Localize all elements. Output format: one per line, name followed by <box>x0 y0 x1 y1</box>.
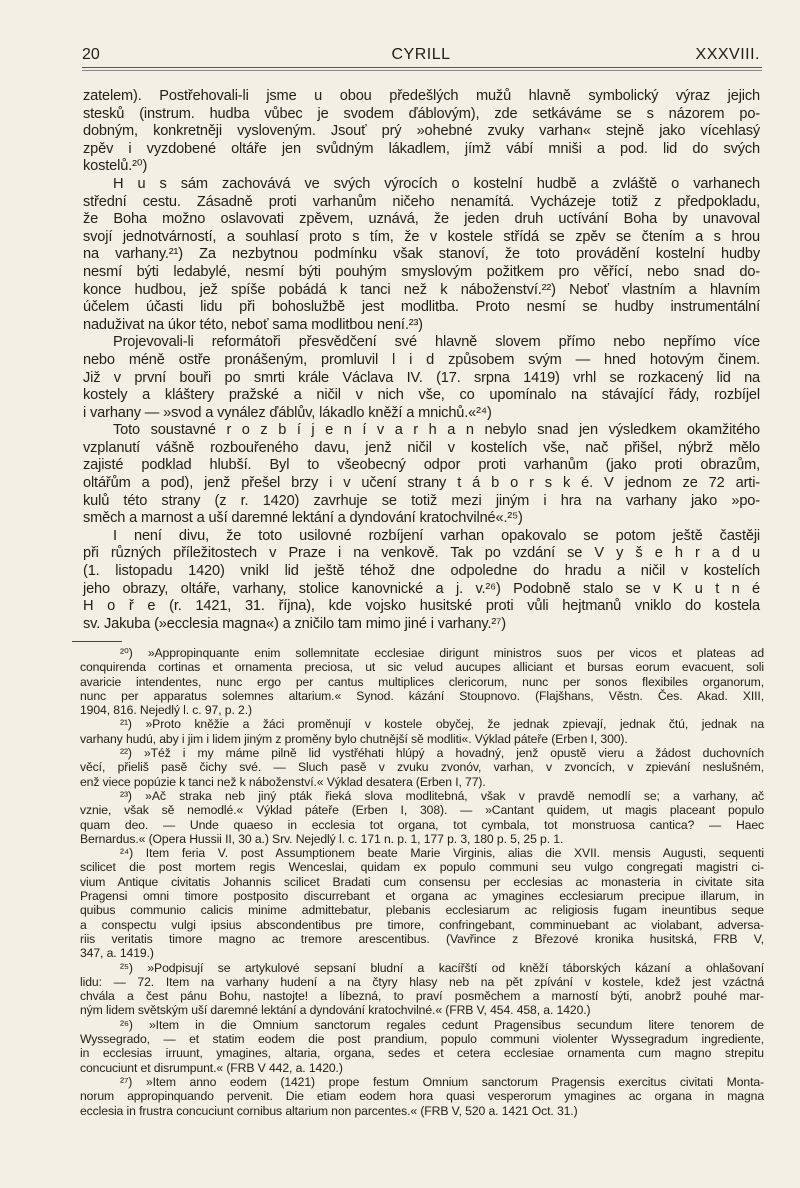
text-line: směch a marnost a uší daremné lektání a dyndování kratochvilné«.²⁵) <box>83 510 523 527</box>
footnote <box>80 717 764 746</box>
text-line: věcí, přieliš pasě čichy své. — Sluch pasě v zvuku zvonóv, varhan, v zvoncích, v zpievání neslušném, <box>80 760 764 775</box>
text-line: svojí jednotvárností, a souhlasí proto s tím, že v kostele střídá se zpěv se čtením a s hrou <box>83 228 760 245</box>
page-number: 20 <box>82 46 100 63</box>
text-line: při různých příležitostech v Praze i na venkově. Tak po vzdání se V y š e h r a d u <box>83 545 760 562</box>
body-text <box>83 88 760 633</box>
footnote-separator <box>72 641 122 642</box>
running-title: CYRILL <box>391 46 451 63</box>
text-line: H u s sám zachovává ve svých výrocích o kostelní hudbě a zvláště o varhanech <box>113 175 760 192</box>
text-line: že Boha možno oslavovati zpěvem, uznává, že jeden druh uctívání Boha by unavoval <box>83 211 760 228</box>
paragraph <box>83 528 760 634</box>
text-line: naduživat na úkor této, neboť sama modlitbou není.²³) <box>83 316 423 333</box>
text-line: Toto soustavné r o z b í j e n í v a r h a n nebylo snad jen výsledkem okamžitého <box>113 422 760 439</box>
paragraph <box>83 88 760 176</box>
footnote <box>80 789 764 846</box>
text-line: konce hudbou, jež spíše pobádá k tanci než k náboženství.²²) Neboť vlastním a hlavním <box>83 281 760 298</box>
footnote <box>80 846 764 960</box>
text-line: sv. Jakuba (»ecclesia magna«) a zničilo tam mimo jiné i varhany.²⁷) <box>83 615 506 632</box>
text-line: 1904, 816. Nejedlý l. c. 97, p. 2.) <box>80 703 252 718</box>
text-line: zatelem). Postřehovali-li jsme u obou předešlých mužů hlavně symbolický výraz jejich <box>83 88 760 104</box>
text-line: concuciunt et disrumpunt.« (FRB V 442, a. 1420.) <box>80 1060 343 1075</box>
text-line: chvála a čest pánu Bohu, nastojte! a líbezná, to praví posměchem a marností býti, anobrž pouhé mar- <box>80 989 764 1004</box>
paragraph <box>83 422 760 528</box>
footnote <box>80 1018 764 1075</box>
text-line: ²³) »Ač straka neb jiný pták řieká slova modlitebná, však v pravdě nemodlí se; a varhany, ač <box>120 788 764 803</box>
footnote <box>80 961 764 1018</box>
text-line: a conspectu vulgi ipsius abscondentibus pre timore, confringebant, comminuebant ac violabant, adversa- <box>80 917 764 932</box>
text-line: nebo méně ostře pronášeným, promluvil l i d způsobem svým — hned hotovým činem. <box>83 351 760 368</box>
text-line: vznie, však sě nemodlé.« Výklad páteře (Erben I, 308). — »Cantant quidem, ut magis placeant populo <box>80 803 764 818</box>
text-line: H o ř e (r. 1421, 31. října), kde vojsko husitské proti vůli hejtmanů vniklo do kostela <box>83 598 760 615</box>
text-line: kulů této strany (z r. 1420) zavrhuje se totiž mezi jiným i hra na varhany jako »po- <box>83 492 760 509</box>
text-line: (1. listopadu 1420) vnikl lid ještě téhož dne odpoledne do hradu a ničil v kostelích <box>83 563 760 580</box>
text-line: ²⁷) »Item anno eodem (1421) prope festum Omnium sanctorum Pragensis exercitus civitati Monta- <box>120 1074 764 1089</box>
text-line: Wyssegrado, — et statim eodem die post prandium, populo communi violenter Wyssegradum ingrediente, <box>80 1032 764 1047</box>
header-rule-secondary <box>82 70 762 71</box>
volume-number: XXXVIII. <box>695 46 760 63</box>
text-line: oltářům a pod), jenž přešel brzy i v učení strany t á b o r s k é. V jednom ze 72 arti- <box>83 475 760 492</box>
footnote <box>80 646 764 717</box>
text-line: ²⁰) »Appropinquante enim sollemnitate ecclesiae dirigunt ministros suos per vicos et plateas ad <box>120 646 764 660</box>
text-line: ²²) »Též i my máme pilně lid vystřéhati hlúpý a hovadný, jenž opustě vieru a žádost duchovních <box>120 746 764 761</box>
text-line: i varhany — »svod a vynález ďáblův, lákadlo kněží a mnichů.«²⁴) <box>83 404 492 421</box>
text-line: nunc per apparatus solemnes altarium.« Synod. kázání Stoupnovo. (Flajšhans, Věstn. Čes. Akad. XIII, <box>80 688 764 703</box>
text-line: varhany hudú, aby i jim i lidem jiným z proměny bylo chutnější sě modliti«. Výklad páteře (Erben I, 300). <box>80 731 628 746</box>
footnote <box>80 1075 764 1118</box>
text-line: jeho obrazy, oltáře, varhany, stolice kanovnické a j. v.²⁶) Podobně stalo se v K u t n é <box>83 580 760 597</box>
text-line: Projevovali-li reformátoři přesvědčení své hlavně slovem přímo nebo nepřímo více <box>113 334 760 351</box>
text-line: vzplanutí vášně rozbouřeného davu, jenž ničil v kostelích vše, nač přišel, nýbrž mělo <box>83 439 760 456</box>
text-line: nesmí býti ledabylé, nesmí býti pouhým smyslovým požitkem pro věřící, nebo snad do- <box>83 263 760 280</box>
footnotes <box>80 646 764 1118</box>
paragraph <box>83 176 760 334</box>
text-line: střední cestu. Zásadně proti varhanům ničeho nenamítá. Vycházeje totiž z předpokladu, <box>83 193 760 210</box>
text-line: ²⁵) »Podpisují se artykulové sepsaní bludní a kacířští od kněží táborských kázaní a ohlašovaní <box>120 960 764 975</box>
text-line: Bernardus.« (Opera Hussii II, 30 a.) Srv. Nejedlý l. c. 171 n. p. 1, 177 p. 3, 180 p. 5, 25 p. 1. <box>80 831 564 846</box>
text-line: ²⁶) »Item in die Omnium sanctorum regales cedunt Pragensibus secundum litere tenorem de <box>120 1017 764 1032</box>
text-line: norum appropinquando pervenit. Die etiam eodem hora quasi vesperorum ymagines ac organa in magna <box>80 1089 764 1104</box>
text-line: ²¹) »Proto kněžie a žáci proměnují v kostele obyčej, že jednak zpievají, jednak čtú, jednak na <box>120 717 764 732</box>
text-line: stesků (instrum. hudba vůbec je svodem ďáblovým), zde setkáváme se s názorem po- <box>83 105 760 122</box>
text-line: scilicet die post mortem regis Wenceslai, quidam ex populo communi seu vulgo congregati magistri ci- <box>80 860 764 875</box>
text-line: avaricie intendentes, nunc ergo per cantus multiplices clericorum, nunc per sonos flexibiles organorum, <box>80 674 764 689</box>
text-line: lidu: — 72. Item na varhany hudení a na čtyry hlasy neb na pět zpívání v kostele, kdež jest vzáctná <box>80 974 764 989</box>
text-line: in ecclesias irruunt, ymagines, altaria, organa, sedes et cetera ecclesiae ornamenta cum magno strepitu <box>80 1046 764 1061</box>
text-line: dobným, konkretněji vysloveným. Jsouť prý »ohebné zvuky varhan« stejně jako vícehlasý <box>83 123 760 140</box>
running-header <box>82 46 760 66</box>
text-line: Pragensi omni timore postposito discurrebant et organa ac ymagines ecclesiarum precipue illarum, in <box>80 889 764 904</box>
text-line: 347, a. 1419.) <box>80 946 154 961</box>
paragraph <box>83 334 760 422</box>
text-line: ecclesia in frustra concuciunt cornibus altarium non parcentes.« (FRB V, 520 a. 1421 Oct. 31.) <box>80 1103 578 1118</box>
text-line: conquirenda cortinas et ornamenta preciosa, ut sic velud aucupes alliciant et bursas eorum evacuent, soli <box>80 660 764 675</box>
text-line: riis veritatis timore magno ac tremore arescentibus. (Vavřince z Březové kronika husitská, FRB V, <box>80 931 764 946</box>
text-line: na varhany.²¹) Za nezbytnou podmínku však stanoví, že toto provádění kostelní hudby <box>83 246 760 263</box>
footnote <box>80 746 764 789</box>
text-line: kostely a kláštery pražské a ničil v nich vše, co upomínalo na stávající řády, rozbíjel <box>83 387 760 404</box>
text-line: ným lidem světským uší daremné lektání a dyndování kratochvilné.« (FRB V, 454. 458, a. 1420.) <box>80 1003 591 1018</box>
text-line: quam deo. — Unde quaeso in ecclesia tot organa, tot cymbala, tot monstruosa cantica? — Haec <box>80 817 764 832</box>
text-line: účelem účasti lidu při bohoslužbě jest modlitba. Proto nesmí se hudby instrumentální <box>83 299 760 316</box>
text-line: zpěv i vyzdobené oltáře jen svůdným lákadlem, jímž vábí mniši a pod. lid do svých <box>83 140 760 157</box>
text-line: ²⁴) Item feria V. post Assumptionem beate Marie Virginis, alias die XVII. mensis Augusti, sequenti <box>120 846 764 861</box>
text-line: zajisté podklad hlubší. Byl to všeobecný odpor proti varhanům (jako proti obrazům, <box>83 457 760 474</box>
text-line: enž viece popúzie k tanci než k náboženství.« Výklad desatera (Erben I, 77). <box>80 774 486 789</box>
text-line: vium Antique civitatis Johannis scilicet Bradati cum consensu per ecclesias ac monasteria in civitate sita <box>80 874 764 889</box>
header-rule <box>82 67 762 68</box>
text-line: Již v první bouři po smrti krále Václava IV. (17. srpna 1419) vrhl se rozkacený lid na <box>83 369 760 386</box>
text-line: quibus communio calicis minime admittebatur, plebanis ecclesiarum ac religiosis fugam ineuntibus seque <box>80 903 764 918</box>
text-line: I není divu, že toto usilovné rozbíjení varhan opakovalo se potom ještě častěji <box>113 527 760 544</box>
text-line: kostelů.²⁰) <box>83 158 148 175</box>
